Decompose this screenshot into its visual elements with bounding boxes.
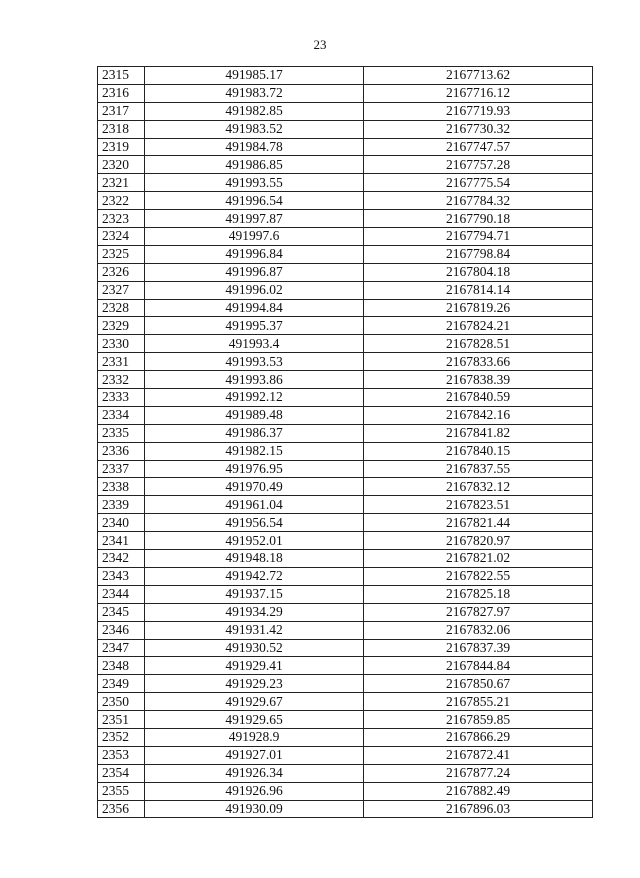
point-number-cell: 2324 <box>98 228 145 246</box>
point-number-cell: 2319 <box>98 138 145 156</box>
x-coordinate-cell: 491982.85 <box>145 102 364 120</box>
point-number-cell: 2317 <box>98 102 145 120</box>
point-number-cell: 2337 <box>98 460 145 478</box>
x-coordinate-cell: 491926.34 <box>145 764 364 782</box>
x-coordinate-cell: 491994.84 <box>145 299 364 317</box>
point-number-cell: 2328 <box>98 299 145 317</box>
point-number-cell: 2327 <box>98 281 145 299</box>
y-coordinate-cell: 2167814.14 <box>364 281 593 299</box>
x-coordinate-cell: 491931.42 <box>145 621 364 639</box>
point-number-cell: 2339 <box>98 496 145 514</box>
y-coordinate-cell: 2167804.18 <box>364 263 593 281</box>
x-coordinate-cell: 491983.52 <box>145 120 364 138</box>
y-coordinate-cell: 2167855.21 <box>364 693 593 711</box>
point-number-cell: 2330 <box>98 335 145 353</box>
point-number-cell: 2336 <box>98 442 145 460</box>
table-row <box>98 389 593 407</box>
y-coordinate-cell: 2167821.44 <box>364 514 593 532</box>
y-coordinate-cell: 2167842.16 <box>364 406 593 424</box>
x-coordinate-cell: 491952.01 <box>145 532 364 550</box>
table-row <box>98 603 593 621</box>
point-number-cell: 2342 <box>98 550 145 568</box>
x-coordinate-cell: 491989.48 <box>145 406 364 424</box>
y-coordinate-cell: 2167794.71 <box>364 228 593 246</box>
table-row <box>98 782 593 800</box>
point-number-cell: 2344 <box>98 585 145 603</box>
point-number-cell: 2353 <box>98 746 145 764</box>
y-coordinate-cell: 2167866.29 <box>364 728 593 746</box>
x-coordinate-cell: 491937.15 <box>145 585 364 603</box>
table-row <box>98 353 593 371</box>
point-number-cell: 2318 <box>98 120 145 138</box>
y-coordinate-cell: 2167841.82 <box>364 424 593 442</box>
table-row <box>98 156 593 174</box>
y-coordinate-cell: 2167825.18 <box>364 585 593 603</box>
table-row <box>98 442 593 460</box>
x-coordinate-cell: 491997.87 <box>145 210 364 228</box>
x-coordinate-cell: 491948.18 <box>145 550 364 568</box>
y-coordinate-cell: 2167719.93 <box>364 102 593 120</box>
x-coordinate-cell: 491929.41 <box>145 657 364 675</box>
x-coordinate-cell: 491996.54 <box>145 192 364 210</box>
table-row <box>98 514 593 532</box>
table-row <box>98 192 593 210</box>
table-row <box>98 746 593 764</box>
table-row <box>98 639 593 657</box>
page-number: 23 <box>313 37 327 52</box>
x-coordinate-cell: 491961.04 <box>145 496 364 514</box>
y-coordinate-cell: 2167859.85 <box>364 711 593 729</box>
x-coordinate-cell: 491970.49 <box>145 478 364 496</box>
table-row <box>98 460 593 478</box>
y-coordinate-cell: 2167730.32 <box>364 120 593 138</box>
table-row <box>98 120 593 138</box>
x-coordinate-cell: 491996.84 <box>145 245 364 263</box>
x-coordinate-cell: 491956.54 <box>145 514 364 532</box>
x-coordinate-cell: 491930.52 <box>145 639 364 657</box>
point-number-cell: 2329 <box>98 317 145 335</box>
point-number-cell: 2345 <box>98 603 145 621</box>
y-coordinate-cell: 2167844.84 <box>364 657 593 675</box>
table-row <box>98 263 593 281</box>
table-row <box>98 335 593 353</box>
table-row <box>98 174 593 192</box>
table-row <box>98 711 593 729</box>
y-coordinate-cell: 2167832.12 <box>364 478 593 496</box>
point-number-cell: 2316 <box>98 84 145 102</box>
point-number-cell: 2352 <box>98 728 145 746</box>
x-coordinate-cell: 491992.12 <box>145 389 364 407</box>
table-row <box>98 299 593 317</box>
table-row <box>98 550 593 568</box>
x-coordinate-cell: 491986.85 <box>145 156 364 174</box>
x-coordinate-cell: 491986.37 <box>145 424 364 442</box>
y-coordinate-cell: 2167882.49 <box>364 782 593 800</box>
point-number-cell: 2351 <box>98 711 145 729</box>
table-row <box>98 496 593 514</box>
point-number-cell: 2350 <box>98 693 145 711</box>
x-coordinate-cell: 491929.23 <box>145 675 364 693</box>
point-number-cell: 2326 <box>98 263 145 281</box>
table-row <box>98 317 593 335</box>
y-coordinate-cell: 2167877.24 <box>364 764 593 782</box>
point-number-cell: 2332 <box>98 371 145 389</box>
point-number-cell: 2355 <box>98 782 145 800</box>
table-row <box>98 406 593 424</box>
x-coordinate-cell: 491929.67 <box>145 693 364 711</box>
table-row <box>98 245 593 263</box>
x-coordinate-cell: 491934.29 <box>145 603 364 621</box>
y-coordinate-cell: 2167837.39 <box>364 639 593 657</box>
y-coordinate-cell: 2167823.51 <box>364 496 593 514</box>
table-row <box>98 281 593 299</box>
y-coordinate-cell: 2167775.54 <box>364 174 593 192</box>
table-row <box>98 764 593 782</box>
table-row <box>98 728 593 746</box>
y-coordinate-cell: 2167790.18 <box>364 210 593 228</box>
y-coordinate-cell: 2167716.12 <box>364 84 593 102</box>
y-coordinate-cell: 2167820.97 <box>364 532 593 550</box>
y-coordinate-cell: 2167837.55 <box>364 460 593 478</box>
x-coordinate-cell: 491993.86 <box>145 371 364 389</box>
y-coordinate-cell: 2167784.32 <box>364 192 593 210</box>
y-coordinate-cell: 2167822.55 <box>364 567 593 585</box>
point-number-cell: 2335 <box>98 424 145 442</box>
point-number-cell: 2315 <box>98 67 145 85</box>
y-coordinate-cell: 2167827.97 <box>364 603 593 621</box>
y-coordinate-cell: 2167840.15 <box>364 442 593 460</box>
x-coordinate-cell: 491993.53 <box>145 353 364 371</box>
table-row <box>98 371 593 389</box>
y-coordinate-cell: 2167840.59 <box>364 389 593 407</box>
point-number-cell: 2320 <box>98 156 145 174</box>
x-coordinate-cell: 491996.02 <box>145 281 364 299</box>
point-number-cell: 2322 <box>98 192 145 210</box>
y-coordinate-cell: 2167821.02 <box>364 550 593 568</box>
table-row <box>98 67 593 85</box>
point-number-cell: 2349 <box>98 675 145 693</box>
x-coordinate-cell: 491942.72 <box>145 567 364 585</box>
table-row <box>98 102 593 120</box>
x-coordinate-cell: 491926.96 <box>145 782 364 800</box>
table-row <box>98 478 593 496</box>
x-coordinate-cell: 491929.65 <box>145 711 364 729</box>
y-coordinate-cell: 2167838.39 <box>364 371 593 389</box>
y-coordinate-cell: 2167828.51 <box>364 335 593 353</box>
table-row <box>98 621 593 639</box>
y-coordinate-cell: 2167833.66 <box>364 353 593 371</box>
y-coordinate-cell: 2167850.67 <box>364 675 593 693</box>
x-coordinate-cell: 491985.17 <box>145 67 364 85</box>
table-row <box>98 424 593 442</box>
y-coordinate-cell: 2167713.62 <box>364 67 593 85</box>
x-coordinate-cell: 491995.37 <box>145 317 364 335</box>
point-number-cell: 2338 <box>98 478 145 496</box>
x-coordinate-cell: 491996.87 <box>145 263 364 281</box>
point-number-cell: 2331 <box>98 353 145 371</box>
point-number-cell: 2334 <box>98 406 145 424</box>
y-coordinate-cell: 2167757.28 <box>364 156 593 174</box>
x-coordinate-cell: 491930.09 <box>145 800 364 818</box>
table-row <box>98 657 593 675</box>
x-coordinate-cell: 491993.55 <box>145 174 364 192</box>
point-number-cell: 2341 <box>98 532 145 550</box>
y-coordinate-cell: 2167872.41 <box>364 746 593 764</box>
point-number-cell: 2356 <box>98 800 145 818</box>
point-number-cell: 2323 <box>98 210 145 228</box>
y-coordinate-cell: 2167896.03 <box>364 800 593 818</box>
table-row <box>98 210 593 228</box>
table-row <box>98 675 593 693</box>
table-row <box>98 228 593 246</box>
point-number-cell: 2340 <box>98 514 145 532</box>
point-number-cell: 2346 <box>98 621 145 639</box>
x-coordinate-cell: 491983.72 <box>145 84 364 102</box>
table-row <box>98 585 593 603</box>
table-row <box>98 567 593 585</box>
x-coordinate-cell: 491976.95 <box>145 460 364 478</box>
point-number-cell: 2347 <box>98 639 145 657</box>
y-coordinate-cell: 2167819.26 <box>364 299 593 317</box>
point-number-cell: 2321 <box>98 174 145 192</box>
x-coordinate-cell: 491928.9 <box>145 728 364 746</box>
table-row <box>98 693 593 711</box>
x-coordinate-cell: 491927.01 <box>145 746 364 764</box>
y-coordinate-cell: 2167798.84 <box>364 245 593 263</box>
point-number-cell: 2343 <box>98 567 145 585</box>
point-number-cell: 2348 <box>98 657 145 675</box>
x-coordinate-cell: 491984.78 <box>145 138 364 156</box>
x-coordinate-cell: 491993.4 <box>145 335 364 353</box>
y-coordinate-cell: 2167832.06 <box>364 621 593 639</box>
coordinates-table <box>97 66 593 818</box>
table-row <box>98 138 593 156</box>
x-coordinate-cell: 491982.15 <box>145 442 364 460</box>
y-coordinate-cell: 2167747.57 <box>364 138 593 156</box>
table-row <box>98 532 593 550</box>
point-number-cell: 2354 <box>98 764 145 782</box>
x-coordinate-cell: 491997.6 <box>145 228 364 246</box>
coordinates-table-body <box>98 67 593 818</box>
y-coordinate-cell: 2167824.21 <box>364 317 593 335</box>
point-number-cell: 2325 <box>98 245 145 263</box>
point-number-cell: 2333 <box>98 389 145 407</box>
table-row <box>98 84 593 102</box>
table-row <box>98 800 593 818</box>
